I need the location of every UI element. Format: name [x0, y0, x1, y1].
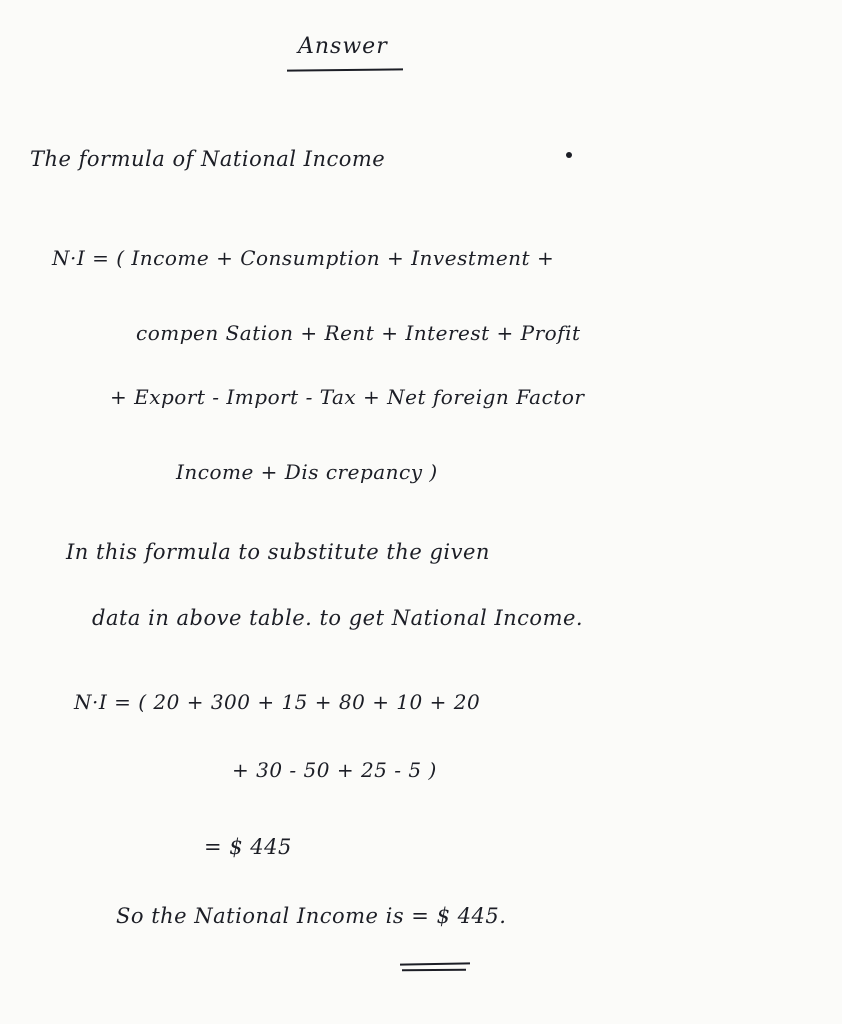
formula-line-1: N·I = ( Income + Consumption + Investment +	[52, 246, 555, 270]
formula-line-2: compen Sation + Rent + Interest + Profit	[136, 321, 581, 345]
end-double-underline	[400, 958, 490, 978]
substitution-line-1: N·I = ( 20 + 300 + 15 + 80 + 10 + 20	[74, 690, 481, 714]
substitution-line-2: + 30 - 50 + 25 - 5 )	[232, 758, 437, 782]
formula-intro-line: The formula of National Income	[30, 147, 386, 171]
conclusion-line: So the National Income is = $ 445.	[116, 904, 507, 928]
result-line: = $ 445	[204, 835, 292, 859]
instruction-line-1: In this formula to substitute the given	[66, 540, 490, 564]
heading-underline	[287, 68, 403, 71]
answer-heading: Answer	[298, 34, 388, 59]
instruction-line-2: data in above table. to get National Income.	[92, 606, 584, 630]
period-dot	[566, 152, 572, 158]
formula-line-3: + Export - Import - Tax + Net foreign Factor	[110, 385, 585, 409]
formula-line-4: Income + Dis crepancy )	[176, 460, 438, 484]
